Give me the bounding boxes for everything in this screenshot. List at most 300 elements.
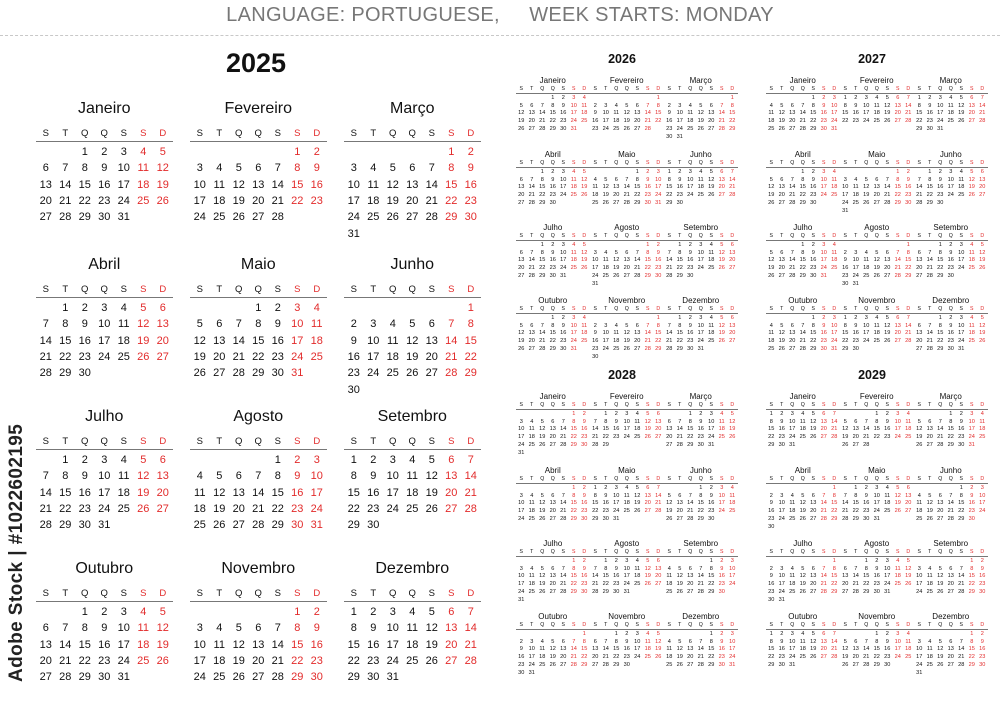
day-cell: 24 (602, 345, 609, 352)
day-cell: 1 (572, 411, 576, 417)
day-cell: 13 (947, 573, 954, 580)
day-cell: 25 (613, 345, 620, 352)
day-cell: 20 (947, 654, 954, 661)
day-cell: 16 (697, 426, 704, 433)
day-cell: 18 (117, 486, 130, 499)
day-cell: 23 (778, 434, 785, 441)
day-cell: 21 (634, 265, 641, 272)
day-cell: 31 (937, 125, 944, 132)
day-cell: 11 (387, 334, 399, 347)
day-cell: 13 (778, 257, 785, 264)
weekday-header: T (780, 306, 784, 312)
weekday-header: S (843, 622, 847, 628)
weekday-header: S (274, 128, 281, 139)
day-cell: 6 (448, 454, 455, 466)
day-cell: 21 (271, 654, 284, 667)
day-cell: 5 (140, 302, 147, 314)
day-cell: 8 (864, 565, 868, 572)
day-cell: 23 (623, 654, 630, 661)
day-cell: 12 (926, 500, 933, 507)
day-cell: 14 (831, 638, 838, 645)
day-cell: 24 (718, 508, 725, 515)
day-cell: 23 (464, 194, 477, 207)
day-cell: 29 (291, 671, 304, 684)
day-cell: 7 (274, 162, 281, 175)
weekday-header: D (730, 476, 735, 482)
day-cell: 25 (117, 502, 130, 515)
day-cell: 25 (570, 192, 577, 199)
day-cell: 22 (347, 654, 360, 667)
day-cell: 26 (884, 118, 891, 125)
day-cell: 19 (884, 110, 891, 117)
weekday-header: D (313, 588, 321, 599)
day-cell: 17 (655, 184, 662, 191)
day-cell: 3 (790, 411, 794, 417)
day-cell: 30 (347, 383, 360, 396)
day-cell: 19 (958, 110, 965, 117)
day-cell: 3 (938, 95, 942, 101)
day-cell: 7 (667, 249, 671, 256)
day-cell: 16 (271, 334, 284, 347)
day-cell: 12 (778, 110, 785, 117)
weekday-header: Q (235, 284, 243, 295)
day-cell: 30 (518, 669, 525, 676)
day-cell: 30 (666, 133, 673, 140)
year-title: 2025 (225, 48, 287, 78)
weekday-header: S (896, 402, 900, 408)
day-cell: 14 (729, 176, 736, 183)
day-cell: 1 (769, 411, 773, 417)
month-block (766, 466, 840, 531)
day-cell: 19 (581, 184, 588, 191)
day-cell: 2 (949, 315, 953, 321)
day-cell: 16 (560, 110, 567, 117)
month-name: Junho (689, 466, 712, 475)
day-cell: 8 (801, 176, 805, 183)
weekday-header: T (216, 128, 223, 139)
weekday-header: D (313, 284, 321, 295)
day-cell: 9 (822, 322, 826, 329)
weekday-header: S (720, 476, 724, 482)
day-cell: 4 (370, 162, 377, 175)
day-cell: 28 (592, 588, 599, 595)
day-cell: 25 (386, 367, 399, 380)
day-cell: 22 (810, 338, 817, 345)
day-cell: 1 (81, 606, 88, 618)
day-cell: 7 (62, 622, 69, 635)
day-cell: 21 (820, 508, 827, 515)
day-cell: 29 (581, 661, 588, 668)
day-cell: 4 (635, 411, 639, 417)
day-cell: 30 (852, 345, 859, 352)
weekday-header: Q (948, 402, 953, 408)
day-cell: 29 (831, 588, 838, 595)
day-cell: 1 (801, 169, 805, 175)
day-cell: 25 (623, 508, 630, 515)
day-cell: 14 (905, 322, 912, 329)
day-cell: 29 (602, 588, 609, 595)
weekday-header: S (572, 306, 576, 312)
day-cell: 20 (634, 338, 641, 345)
month-block (766, 539, 840, 604)
month-block (766, 392, 840, 457)
day-cell: 6 (667, 418, 671, 425)
day-cell: 6 (688, 638, 692, 645)
weekday-header: D (832, 622, 837, 628)
day-cell: 1 (832, 485, 836, 491)
weekday-header: S (667, 233, 671, 239)
day-cell: 13 (708, 110, 715, 117)
day-cell: 8 (81, 622, 88, 635)
weekday-header: T (854, 549, 858, 555)
day-cell: 21 (271, 194, 284, 207)
day-cell: 23 (549, 265, 556, 272)
header-rule (190, 297, 327, 298)
year-title: 2028 (608, 368, 636, 382)
weekday-header: S (572, 476, 576, 482)
day-cell: 8 (769, 638, 773, 645)
day-cell: 29 (768, 441, 775, 448)
day-cell: 10 (729, 565, 736, 572)
day-cell: 3 (101, 454, 108, 466)
day-cell: 15 (873, 426, 880, 433)
weekday-header: D (980, 622, 985, 628)
day-cell: 16 (98, 638, 111, 651)
day-cell: 13 (937, 500, 944, 507)
weekday-header: S (917, 160, 921, 166)
weekday-header: Q (81, 284, 89, 295)
day-cell: 3 (959, 242, 963, 248)
weekday-header: Q (800, 622, 805, 628)
day-cell: 30 (778, 441, 785, 448)
weekday-header: Q (408, 588, 416, 599)
day-cell: 1 (709, 558, 713, 564)
day-cell: 17 (347, 194, 360, 207)
day-cell: 8 (938, 249, 942, 256)
day-cell: 7 (572, 638, 576, 645)
day-cell: 16 (581, 573, 588, 580)
day-cell: 2 (350, 318, 357, 331)
month-block (664, 223, 738, 288)
day-cell: 23 (291, 502, 304, 515)
day-cell: 28 (539, 125, 546, 132)
day-cell: 31 (789, 661, 796, 668)
weekday-header: S (572, 402, 576, 408)
day-cell: 4 (582, 95, 586, 101)
day-cell: 5 (769, 176, 773, 183)
header-rule (766, 629, 840, 630)
day-cell: 24 (570, 118, 577, 125)
day-cell: 5 (811, 411, 815, 417)
day-cell: 28 (528, 199, 535, 206)
day-cell: 22 (842, 338, 849, 345)
day-cell: 11 (729, 492, 736, 499)
header-rule (766, 167, 840, 168)
day-cell: 10 (947, 176, 954, 183)
day-cell: 10 (602, 110, 609, 117)
day-cell: 3 (790, 631, 794, 637)
day-cell: 22 (549, 338, 556, 345)
day-cell: 13 (549, 573, 556, 580)
weekday-header: Q (100, 436, 108, 447)
weekday-header: S (822, 233, 826, 239)
day-cell: 3 (625, 411, 629, 417)
day-cell: 3 (896, 631, 900, 637)
day-cell: 25 (799, 434, 806, 441)
day-cell: 23 (687, 265, 694, 272)
day-cell: 26 (768, 199, 775, 206)
day-cell: 24 (937, 118, 944, 125)
day-cell: 12 (156, 162, 169, 175)
day-cell: 21 (560, 581, 567, 588)
day-cell: 28 (232, 367, 245, 380)
day-cell: 16 (347, 350, 360, 363)
day-cell: 24 (676, 125, 683, 132)
day-cell: 12 (729, 418, 736, 425)
day-cell: 5 (409, 318, 416, 331)
day-cell: 15 (252, 334, 265, 347)
day-cell: 22 (445, 194, 458, 207)
day-cell: 9 (646, 176, 650, 183)
day-cell: 4 (140, 146, 147, 158)
day-cell: 15 (291, 638, 304, 651)
weekday-header: Q (938, 306, 943, 312)
day-cell: 27 (979, 192, 986, 199)
weekday-header: Q (389, 128, 397, 139)
day-cell: 15 (602, 573, 609, 580)
weekday-header: D (906, 233, 911, 239)
weekday-header: S (970, 233, 974, 239)
day-cell: 24 (852, 272, 859, 279)
day-cell: 18 (406, 638, 419, 651)
day-cell: 12 (979, 322, 986, 329)
day-cell: 14 (539, 110, 546, 117)
day-cell: 11 (799, 418, 806, 425)
day-cell: 24 (968, 434, 975, 441)
weekday-header: S (140, 284, 147, 295)
day-cell: 28 (59, 211, 72, 224)
weekday-header: S (970, 622, 974, 628)
day-cell: 23 (926, 118, 933, 125)
month-block (664, 392, 738, 457)
month-name: Dezembro (682, 612, 720, 621)
weekday-header: Q (614, 476, 619, 482)
month-block (914, 150, 988, 215)
day-cell: 16 (820, 110, 827, 117)
month-name: Março (689, 76, 712, 85)
day-cell: 28 (697, 588, 704, 595)
day-cell: 30 (613, 588, 620, 595)
day-cell: 17 (873, 500, 880, 507)
weekday-header: Q (800, 402, 805, 408)
day-cell: 23 (718, 654, 725, 661)
day-cell: 1 (843, 95, 847, 101)
weekday-header: S (843, 306, 847, 312)
day-cell: 25 (137, 654, 150, 667)
day-cell: 15 (291, 178, 304, 191)
day-cell: 20 (810, 581, 817, 588)
day-cell: 19 (979, 330, 986, 337)
month-block (664, 466, 738, 531)
day-cell: 27 (528, 345, 535, 352)
month-block (516, 392, 590, 457)
day-cell: 3 (656, 169, 660, 175)
day-cell: 21 (560, 508, 567, 515)
day-cell: 22 (291, 654, 304, 667)
day-cell: 28 (425, 211, 438, 224)
weekday-header: Q (790, 402, 795, 408)
day-cell: 24 (518, 515, 525, 522)
day-cell: 21 (718, 118, 725, 125)
weekday-header: Q (864, 622, 869, 628)
day-cell: 17 (602, 338, 609, 345)
weekday-header: Q (614, 622, 619, 628)
day-cell: 25 (697, 192, 704, 199)
day-cell: 23 (768, 588, 775, 595)
day-cell: 20 (623, 265, 630, 272)
header-rule (664, 483, 738, 484)
day-cell: 19 (810, 646, 817, 653)
day-cell: 16 (810, 257, 817, 264)
day-cell: 7 (540, 322, 544, 329)
day-cell: 7 (822, 565, 826, 572)
day-cell: 11 (213, 638, 225, 651)
day-cell: 10 (518, 573, 525, 580)
day-cell: 8 (62, 470, 69, 483)
day-cell: 25 (592, 199, 599, 206)
day-cell: 4 (604, 249, 608, 256)
day-cell: 16 (655, 257, 662, 264)
day-cell: 21 (799, 118, 806, 125)
day-cell: 29 (768, 661, 775, 668)
weekday-header: S (42, 588, 49, 599)
day-cell: 31 (852, 280, 859, 287)
weekday-header: S (635, 306, 639, 312)
day-cell: 3 (822, 242, 826, 248)
day-cell: 31 (842, 207, 849, 214)
day-cell: 12 (842, 646, 849, 653)
day-cell: 6 (928, 418, 932, 425)
day-cell: 7 (699, 638, 703, 645)
day-cell: 25 (193, 519, 206, 532)
day-cell: 13 (916, 330, 923, 337)
day-cell: 20 (789, 118, 796, 125)
day-cell: 1 (875, 411, 879, 417)
month-block (36, 408, 173, 550)
weekday-header: S (959, 476, 963, 482)
weekday-header: T (678, 622, 682, 628)
day-cell: 8 (875, 638, 879, 645)
day-cell: 4 (530, 492, 534, 499)
day-cell: 19 (799, 581, 806, 588)
day-cell: 9 (294, 470, 301, 483)
day-cell: 20 (729, 257, 736, 264)
day-cell: 21 (729, 184, 736, 191)
day-cell: 28 (560, 441, 567, 448)
weekday-header: D (313, 436, 321, 447)
day-cell: 4 (790, 565, 794, 572)
weekday-header: S (896, 160, 900, 166)
day-cell: 20 (39, 194, 52, 207)
day-cell: 26 (842, 661, 849, 668)
weekday-header: S (917, 306, 921, 312)
day-cell: 13 (676, 500, 683, 507)
day-cell: 14 (916, 184, 923, 191)
day-cell: 18 (708, 330, 715, 337)
day-cell: 23 (602, 508, 609, 515)
day-cell: 27 (518, 199, 525, 206)
day-cell: 24 (291, 350, 304, 363)
day-cell: 8 (467, 318, 474, 331)
month-name: Fevereiro (609, 76, 644, 85)
day-cell: 9 (688, 322, 692, 329)
day-cell: 19 (137, 486, 150, 499)
day-cell: 18 (310, 334, 323, 347)
day-cell: 8 (832, 565, 836, 572)
day-cell: 8 (769, 418, 773, 425)
day-cell: 5 (635, 485, 639, 491)
day-cell: 9 (949, 249, 953, 256)
day-cell: 22 (873, 654, 880, 661)
day-cell: 28 (799, 125, 806, 132)
day-cell: 20 (778, 265, 785, 272)
day-cell: 14 (697, 646, 704, 653)
day-cell: 18 (406, 486, 419, 499)
day-cell: 13 (252, 178, 265, 191)
weekday-header: Q (688, 549, 693, 555)
day-cell: 1 (646, 242, 650, 248)
day-cell: 24 (570, 338, 577, 345)
day-cell: 21 (958, 654, 965, 661)
day-cell: 29 (729, 125, 736, 132)
weekday-header: Q (864, 549, 869, 555)
weekday-header: S (822, 549, 826, 555)
day-cell: 14 (937, 426, 944, 433)
day-cell: 13 (687, 646, 694, 653)
weekday-header: Q (938, 622, 943, 628)
day-cell: 22 (271, 502, 284, 515)
day-cell: 10 (968, 418, 975, 425)
day-cell: 1 (614, 631, 618, 637)
day-cell: 12 (549, 646, 556, 653)
weekday-header: S (720, 402, 724, 408)
day-cell: 14 (232, 334, 245, 347)
weekday-header: T (62, 284, 69, 295)
day-cell: 27 (894, 338, 901, 345)
day-cell: 13 (820, 418, 827, 425)
day-cell: 24 (778, 515, 785, 522)
day-cell: 2 (780, 631, 784, 637)
day-cell: 1 (970, 631, 974, 637)
day-cell: 2 (720, 631, 724, 637)
day-cell: 6 (646, 485, 650, 491)
day-cell: 25 (528, 588, 535, 595)
weekday-header: S (635, 402, 639, 408)
weekday-header: Q (948, 86, 953, 92)
day-cell: 23 (581, 581, 588, 588)
weekday-header: S (970, 86, 974, 92)
day-cell: 8 (667, 176, 671, 183)
weekday-header: S (120, 588, 127, 599)
header-rule (840, 556, 914, 557)
day-cell: 19 (937, 581, 944, 588)
day-cell: 31 (708, 441, 715, 448)
day-cell: 6 (949, 565, 953, 572)
day-cell: 10 (884, 565, 891, 572)
day-cell: 1 (350, 606, 357, 618)
day-cell: 3 (196, 622, 203, 635)
day-cell: 31 (528, 669, 535, 676)
